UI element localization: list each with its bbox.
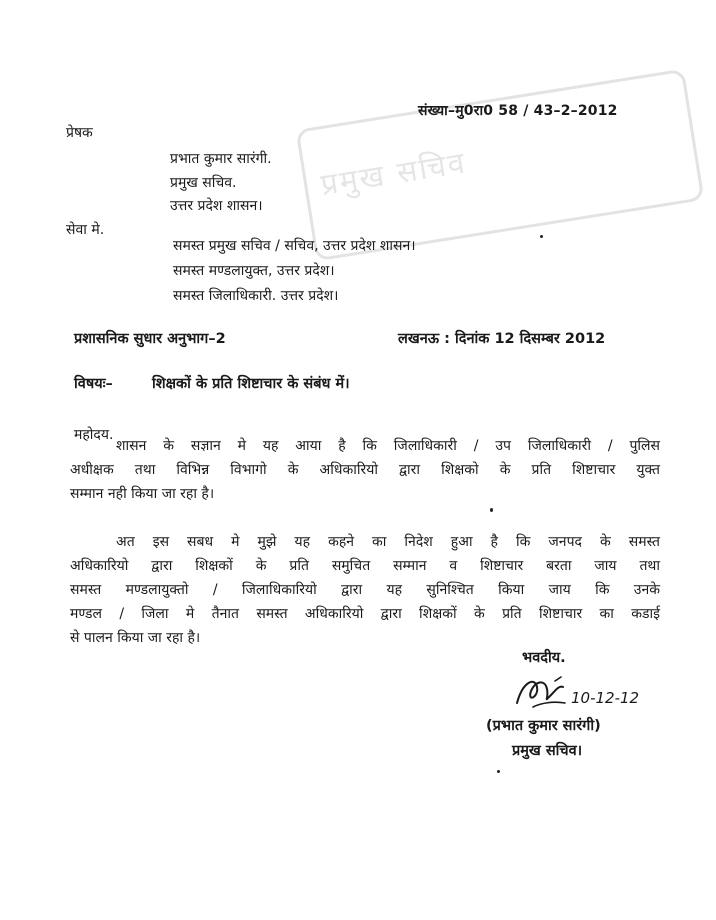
signatory-designation: प्रमुख सचिव। bbox=[512, 743, 583, 759]
paragraph-line: अत इस सबध मे मुझे यह कहने का निदेश हुआ है कि जनपद के समस्त bbox=[116, 534, 660, 550]
subject-text: शिक्षकों के प्रति शिष्टाचार के संबंध में। bbox=[152, 376, 350, 392]
sender-department: उत्तर प्रदेश शासन। bbox=[170, 198, 263, 214]
sender-designation: प्रमुख सचिव. bbox=[170, 175, 237, 191]
stamp-text: प्रमुख सचिव bbox=[318, 145, 469, 204]
sender-label: प्रेषक bbox=[66, 125, 93, 141]
place-date: लखनऊ : दिनांक 12 दिसम्बर 2012 bbox=[398, 331, 606, 347]
section-name: प्रशासनिक सुधार अनुभाग–2 bbox=[74, 331, 226, 347]
paragraph-line: अधिकारियो द्वारा शिक्षकों के प्रति समुचित सम्मान व शिष्टाचार बरता जाय तथा bbox=[70, 558, 660, 574]
body-paragraph-1 bbox=[70, 434, 660, 506]
signature bbox=[505, 673, 655, 715]
scan-speck bbox=[540, 235, 543, 238]
scan-speck bbox=[490, 508, 493, 512]
paragraph-line: सम्मान नही किया जा रहा है। bbox=[70, 486, 215, 502]
scan-speck bbox=[497, 770, 500, 773]
subject-label: विषयः– bbox=[74, 376, 113, 392]
paragraph-line: अधीक्षक तथा विभिन्न विभागो के अधिकारियो द्वारा शिक्षको के प्रति शिष्टाचार युक्त bbox=[70, 462, 660, 478]
paragraph-line: मण्डल / जिला मे तैनात समस्त अधिकारियो द्वारा शिक्षकों के प्रति शिष्टाचार का कडाई bbox=[70, 606, 660, 622]
signature-date: 10-12-12 bbox=[571, 689, 640, 707]
signature-scribble-icon bbox=[505, 673, 655, 715]
recipients-label: सेवा मे. bbox=[66, 222, 105, 238]
paragraph-line: समस्त मण्डलायुक्तो / जिलाधिकारियो द्वारा यह सुनिश्चित किया जाय कि उनके bbox=[70, 582, 660, 598]
body-paragraph-2 bbox=[70, 530, 660, 650]
recipient-line: समस्त मण्डलायुक्त, उत्तर प्रदेश। bbox=[173, 263, 335, 279]
paragraph-line: शासन के सज्ञान मे यह आया है कि जिलाधिकारी / उप जिलाधिकारी / पुलिस bbox=[116, 438, 660, 454]
sender-name: प्रभात कुमार सारंगी. bbox=[170, 151, 272, 167]
reference-number: संख्या–मु0रा0 58 / 43–2–2012 bbox=[418, 103, 618, 119]
recipient-line: समस्त प्रमुख सचिव / सचिव, उत्तर प्रदेश शासन। bbox=[173, 238, 416, 254]
salutation: महोदय. bbox=[74, 427, 114, 443]
closing-word: भवदीय. bbox=[522, 650, 566, 666]
faint-stamp bbox=[292, 65, 709, 266]
signatory-name: (प्रभात कुमार सारंगी) bbox=[486, 718, 601, 734]
recipient-line: समस्त जिलाधिकारी. उत्तर प्रदेश। bbox=[173, 288, 339, 304]
paragraph-line: से पालन किया जा रहा है। bbox=[70, 630, 201, 646]
